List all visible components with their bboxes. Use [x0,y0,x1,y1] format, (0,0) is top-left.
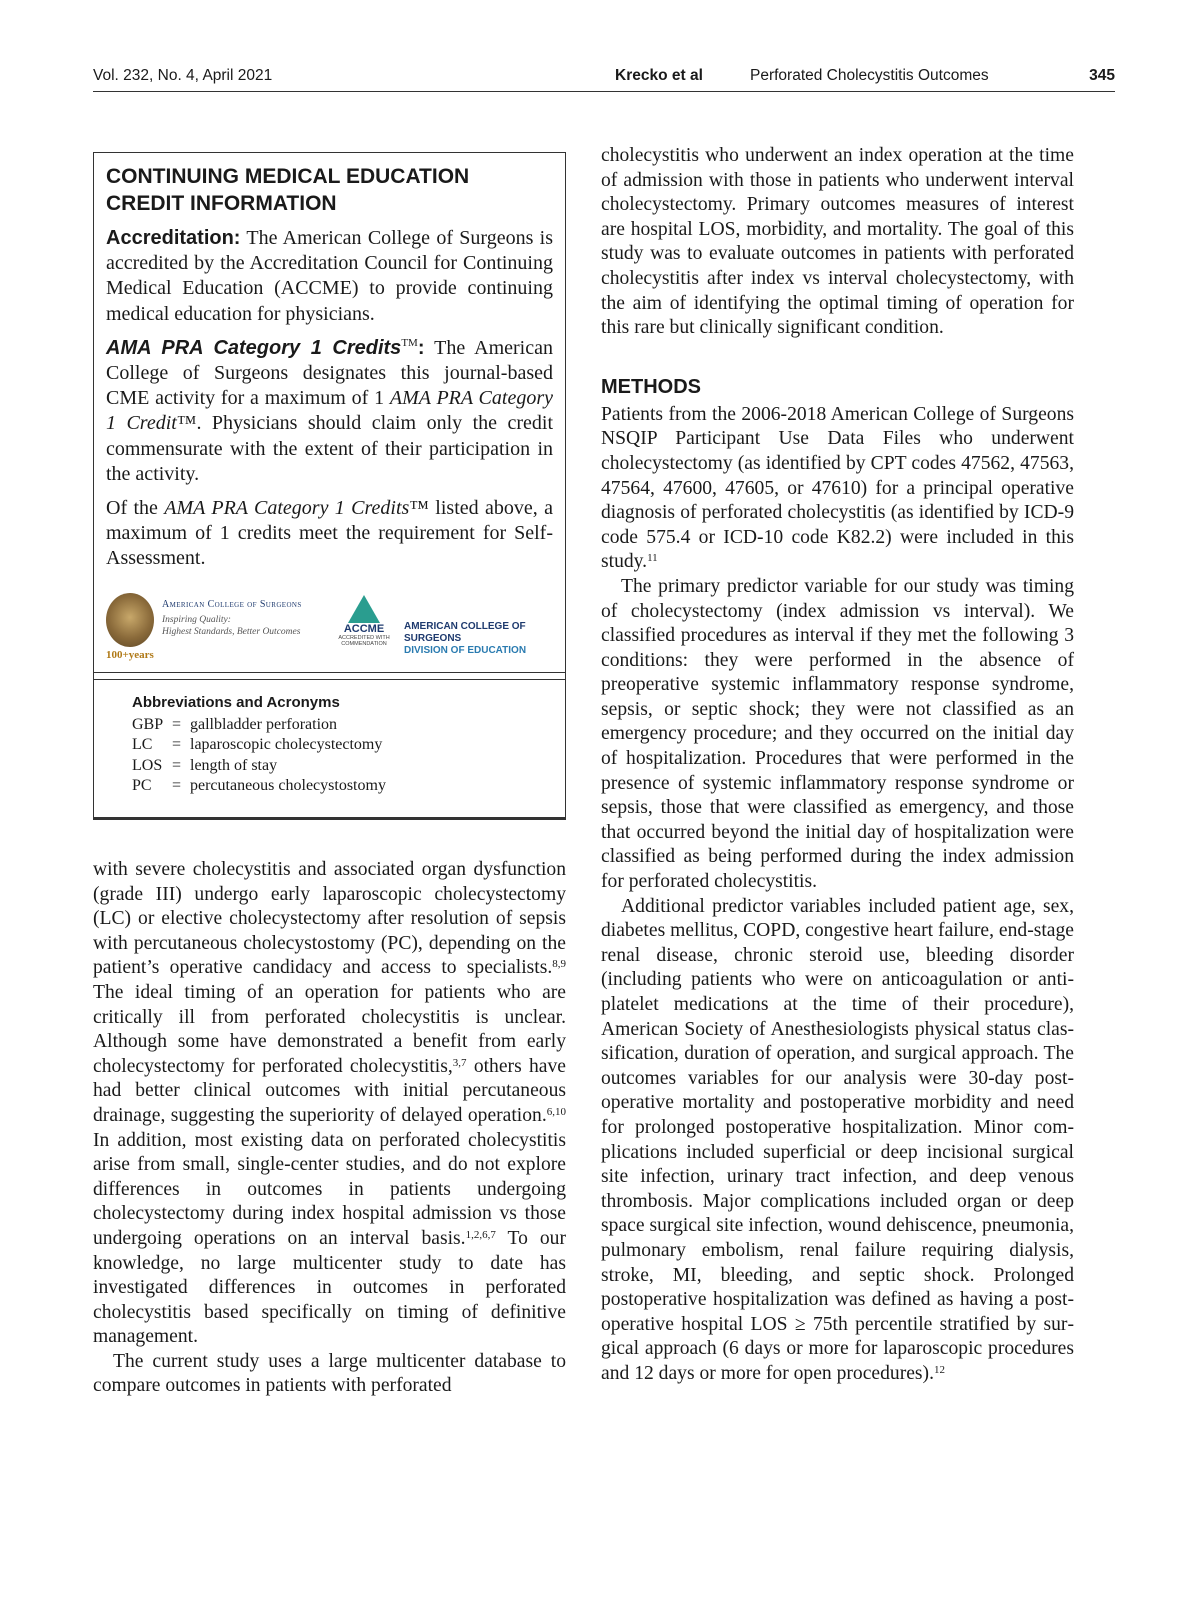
abbreviation-key: GBP [132,716,164,733]
acs-tagline-line: Highest Standards, Better Outcomes [162,627,301,637]
body-text: To our knowledge, no large multicenter study to date has investigated differences in outcomes in perforated cholecystitis based specifically on timing of definitive management. [93,1227,566,1348]
cme-credit-box [93,152,566,680]
equals-sign: = [172,716,182,733]
ama-credit-text: The American College of Surgeons designates this journal-based CME activity for a maximum of 1 [106,336,553,410]
equals-sign: = [172,756,182,774]
trademark: ™ [176,412,197,435]
abbreviation-row [132,715,565,735]
cme-title-line: CREDIT INFORMATION [106,192,337,215]
body-paragraph [93,858,566,1350]
abbreviation-key: LC [132,736,153,754]
abbreviation-row [132,776,565,796]
citation: 8,9 [552,958,566,971]
abbreviation-value: laparoscopic cholecystectomy [190,736,383,754]
right-column-body [601,144,1074,1387]
journal-volume: Vol. 232, No. 4, April 2021 [93,67,273,84]
body-text: others have had better clinical outcomes with initial percutaneous drainage, suggesting the superiority of delayed operation. [93,1055,566,1126]
acs-years-badge: 100+years [106,649,154,661]
running-title: Perforated Cholecystitis Outcomes [750,67,989,84]
cme-title [106,163,553,217]
abbreviation-value: gallbladder perforation [190,716,338,733]
body-paragraph: The primary predictor variable for our study was timing of cholecystectomy (index admission vs interval). We classified procedures as interval if they met the following 3 conditions: they were performed in the absence of preoperative systemic inflammatory response syndrome, sepsis, or septic shock; they were not classified as an emergency procedure; and they occurred on the initial day of hospitalization. Procedures that were performed in the presence of systemic inflammatory response syndrome or sepsis, those that were classified as emergency, and those that occurred beyond the initial day of hospitalization were classified as being performed during the index admission for perforated cholecystitis. [601,575,1074,893]
accreditation-paragraph [106,226,553,327]
page-number: 345 [1089,67,1115,84]
abbreviations-title: Abbreviations and Acronyms [132,694,340,711]
running-header [93,66,1115,92]
abbreviation-row [132,756,565,776]
accme-subtext: ACCREDITED WITH [338,635,390,641]
accme-wordmark: ACCME [343,623,385,635]
body-text: with severe cholecystitis and associated organ dysfunction (grade III) undergo early laparoscopic cholecystectomy (LC) or elective cholecystectomy after resolution of sepsis with percutaneous cholecystostomy (PC), depending on the patient’s operative candidacy and access to specialists. [93,859,566,979]
ama-credit-colon: : [417,336,425,359]
accreditation-text: The American College of Surgeons is accredited by the Accreditation Council for Continuing Medical Education (ACCME) to provide continuing medical education for physicians. [106,227,553,325]
accme-subtext: COMMENDATION [341,641,387,647]
abbreviation-key: LOS [132,756,163,774]
ama-credit-italic: AMA PRA Category 1 Credit [106,387,553,435]
abbreviation-row [132,735,565,755]
body-paragraph [601,895,1074,1387]
running-authors: Krecko et al [615,67,703,84]
acs-logo-name: American College of Surgeons [162,599,302,610]
citation: 12 [933,1363,945,1376]
accme-logo [336,595,392,661]
cme-title-line: CONTINUING MEDICAL EDUCATION [106,165,470,188]
citation: 6,10 [546,1105,566,1118]
body-text: Additional predictor variables included patient age, sex, diabetes mellitus, COPD, congestive heart failure, end-stage renal disease, chronic steroid use, bleeding disorder (including patients who were on anticoagulation or antiplatelet medications at the time of their procedure), American Society of Anesthesiologists physical status classification, duration of operation, and surgical approach. The outcomes variables for our analysis were 30-day postoperative mortality and postoperative morbidity and need for prolonged postoperative hospitalization. Minor complications included superficial or deep incisional surgical site infection, urinary tract infection, and deep venous thrombosis. Major complications included organ or deep space surgical site infection, wound dehiscence, pneumonia, pulmonary embolism, renal failure requiring dialysis, stroke, MI, bleeding, and septic shock. Prolonged postoperative hospitalization was defined as having a postoperative hospital LOS ≥ 75th percentile stratified by surgical approach (6 days or more for laparoscopic procedures and 12 days or more for open procedures). [601,895,1074,1384]
ama-credit-text-2: . Physicians should claim only the credit commensurate with the extent of their participation in the activity. [106,412,553,485]
citation: 3,7 [452,1056,467,1069]
accme-triangle-icon [348,595,380,623]
equals-sign: = [172,777,182,795]
abbreviations-box [93,672,566,820]
left-column-body [93,858,566,1399]
acs-education-line2: DIVISION OF EDUCATION [404,645,527,656]
abbreviation-key: PC [132,777,152,795]
acs-logo-tagline [162,614,300,638]
ama-credit-label: AMA PRA Category 1 Credits [106,336,402,359]
equals-sign: = [172,736,182,754]
acs-education-line1: AMERICAN COLLEGE OF SURGEONS [404,621,526,644]
accreditation-label: Accreditation: [106,227,241,249]
body-paragraph: The current study uses a large multicenter database to compare outcomes in patients with perforated [93,1350,566,1397]
self-assessment-paragraph [106,496,553,572]
citation: 1,2,6,7 [465,1228,496,1241]
section-heading-methods: METHODS [601,375,701,398]
body-paragraph: cholecystitis who underwent an index operation at the time of admission with those in patients who underwent interval cholecystectomy. Primary outcomes measures of interest are hospital LOS, morbidity, and mortality. The goal of this study was to evaluate outcomes in patients with perforated cholecystitis after index vs interval cholecystectomy, with the aim of identifying the optimal timing of operation for this rare but clinically significant condition. [601,145,1074,339]
accreditation-logos [106,591,553,667]
self-assessment-text: Of the [106,497,165,520]
body-paragraph [601,403,1074,575]
citation: 11 [647,552,658,565]
self-assessment-italic: AMA PRA Category 1 Credits [164,497,410,520]
abbreviation-value: percutaneous cholecystostomy [190,777,386,795]
trademark: ™ [409,497,429,520]
acs-education-logo [404,621,553,657]
ama-credit-paragraph [106,336,553,487]
self-assessment-text-2: listed above, a maximum of 1 credits meet the requirement for Self-Assessment. [106,497,553,570]
body-text: In addition, most existing data on perforated cholecystitis arise from small, single-center studies, and do not explore differences in outcomes in patients undergoing cholecystectomy during index hospital admission vs those undergoing operations on an interval basis. [93,1129,566,1249]
body-text: The ideal timing of an operation for patients who are critically ill from perforated cholecystitis is unclear. Although some have demonstrated a benefit from early cholecystectomy for perforated cholecystitis, [93,981,566,1077]
acs-seal-icon [106,593,154,647]
body-text: Patients from the 2006-2018 American College of Surgeons NSQIP Participant Use Data Files who underwent cholecystectomy (as identified by CPT codes 47562, 47563, 47564, 47600, 47605, or 47610) for a principal operative diagnosis of perforated cholecystitis (as identified by ICD-9 code 575.4 or ICD-10 code K82.2) were included in this study. [601,403,1074,573]
trademark-sup: TM [401,336,418,349]
abbreviation-value: length of stay [190,756,278,774]
acs-tagline-line: Inspiring Quality: [162,615,231,625]
